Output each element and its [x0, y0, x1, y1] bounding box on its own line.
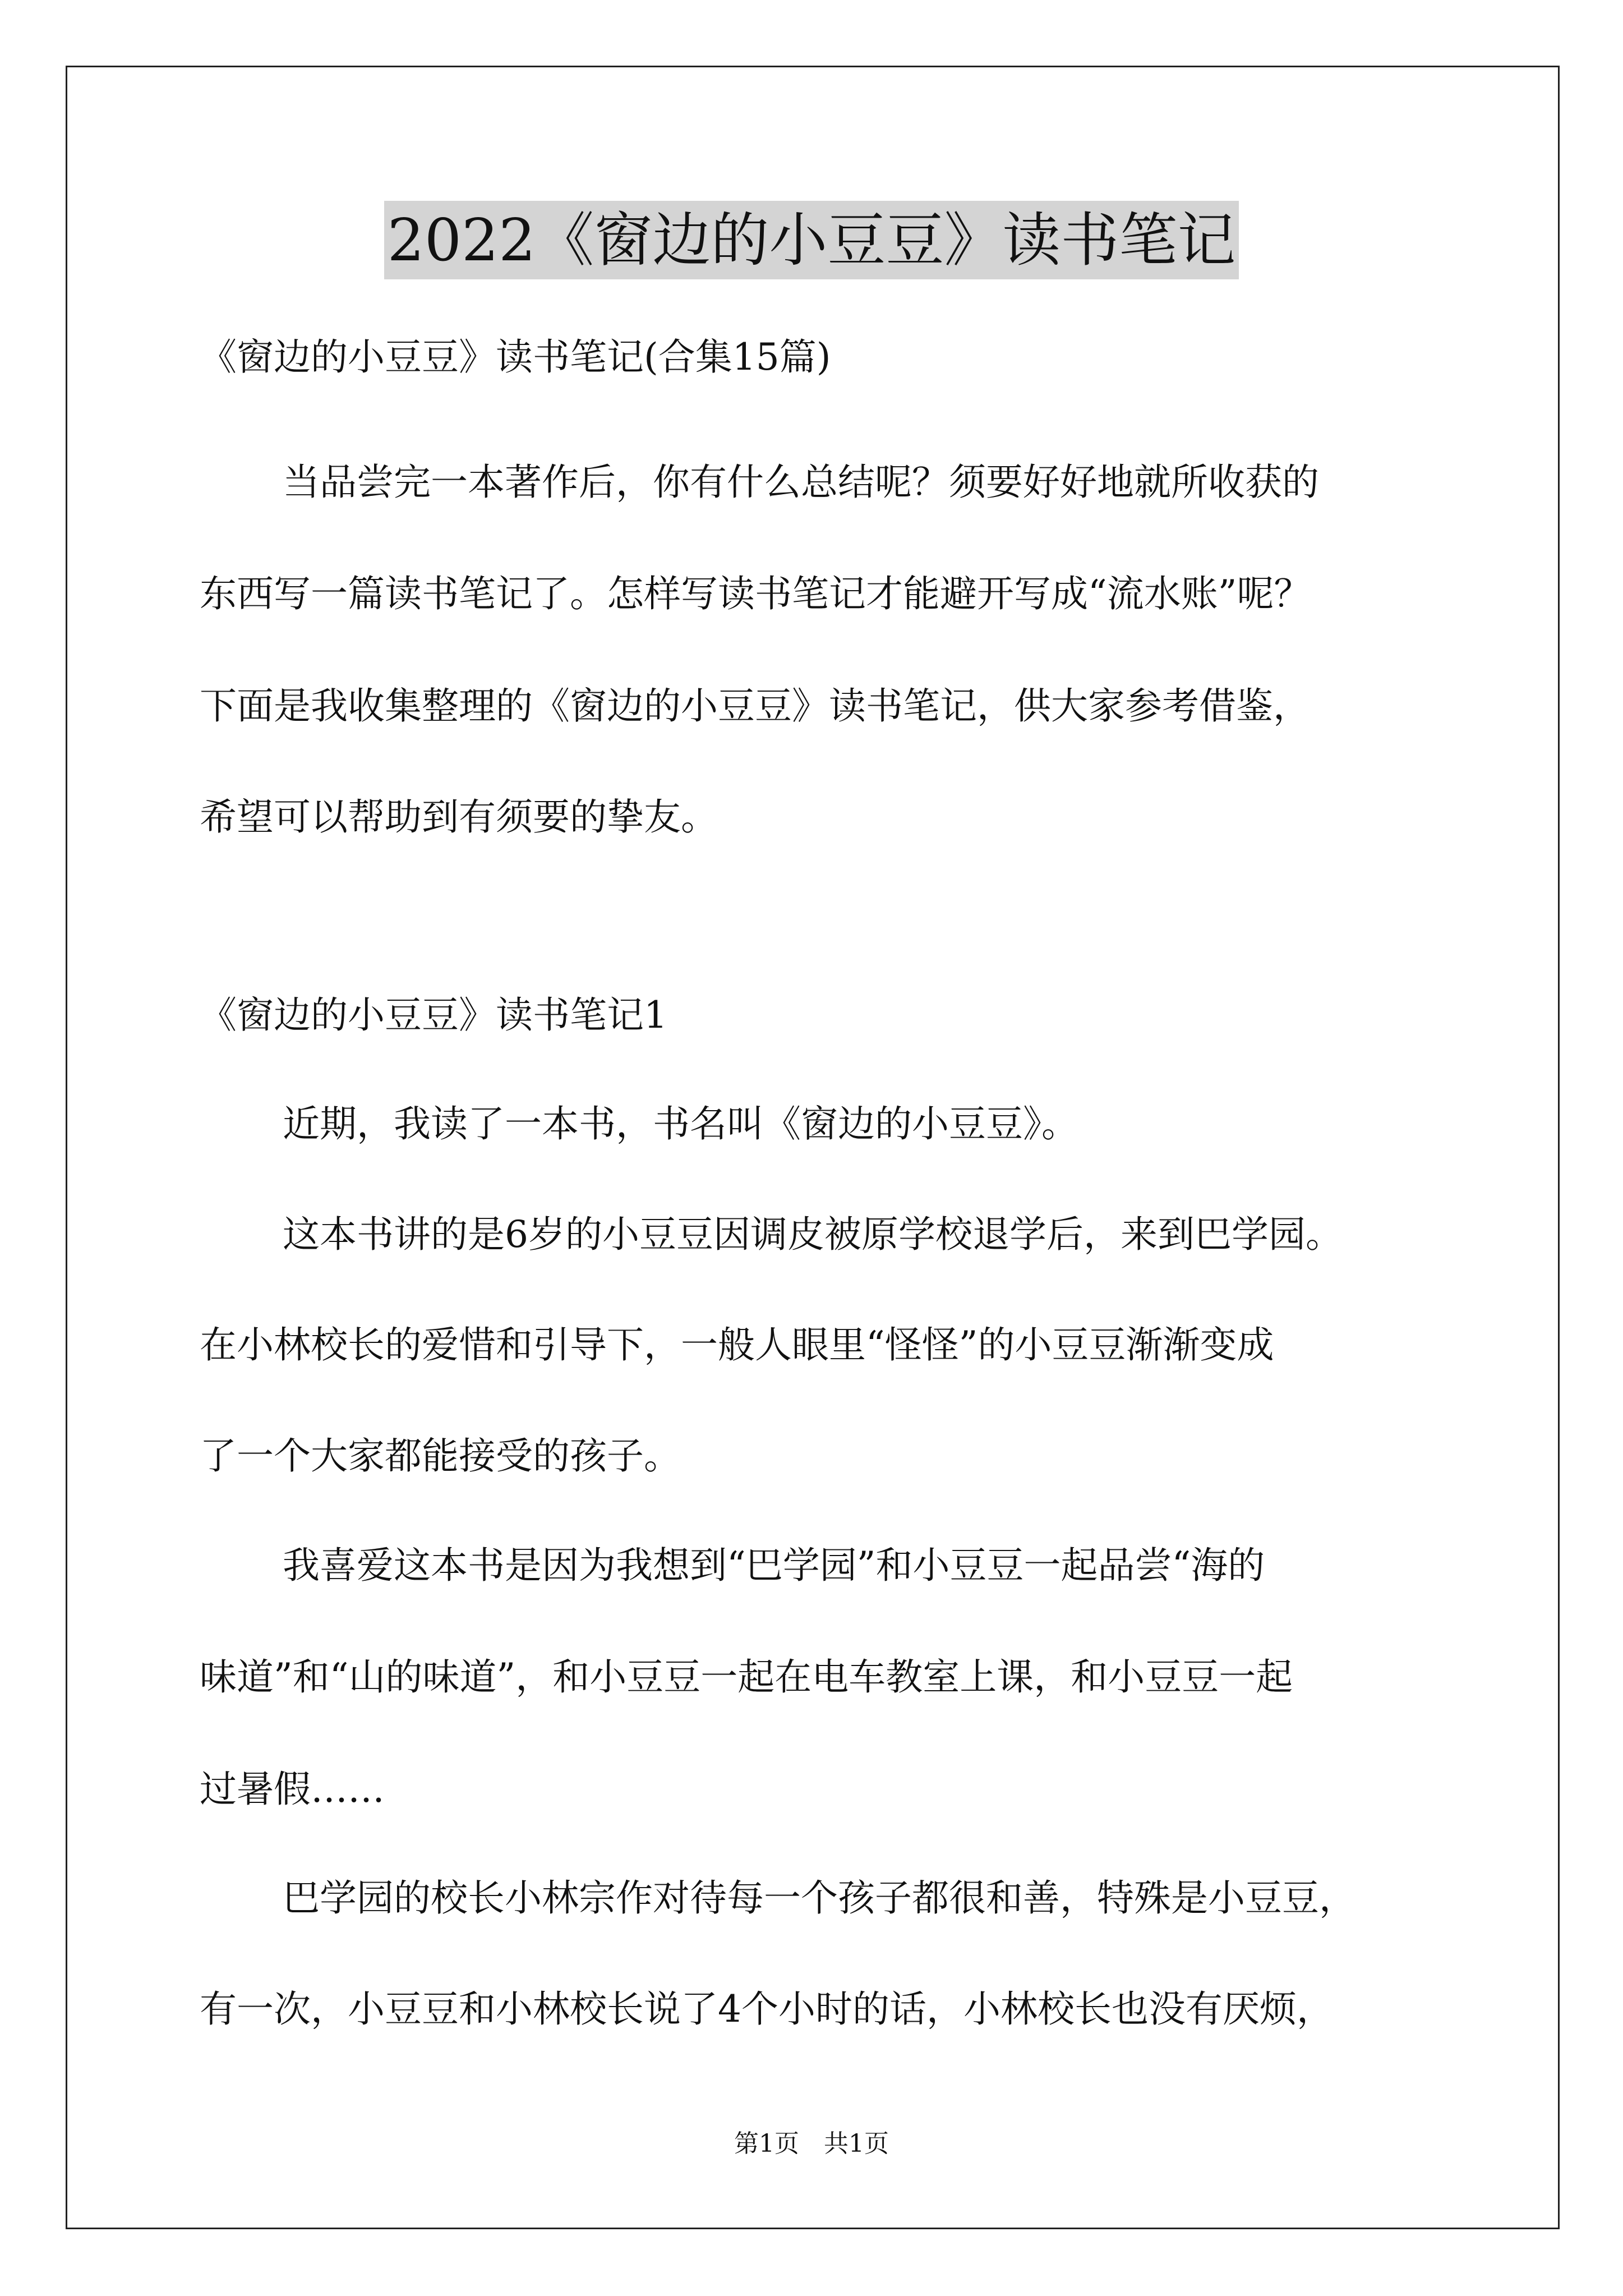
document-title — [0, 201, 1623, 279]
body-line-4: 了一个大家都能接受的孩子。 — [200, 1434, 681, 1478]
intro-line-2: 东西写一篇读书笔记了。怎样写读书笔记才能避开写成“流水账”呢？ — [200, 572, 1311, 615]
intro-line-3: 下面是我收集整理的《窗边的小豆豆》读书笔记，供大家参考借鉴， — [200, 684, 1310, 728]
body-line-8: 巴学园的校长小林宗作对待每一个孩子都很和善，特殊是小豆豆， — [283, 1876, 1356, 1920]
intro-line-4: 希望可以帮助到有须要的挚友。 — [200, 795, 718, 839]
body-line-2: 这本书讲的是6岁的小豆豆因调皮被原学校退学后，来到巴学园。 — [283, 1213, 1343, 1256]
document-title-text: 2022《窗边的小豆豆》读书笔记 — [384, 201, 1239, 279]
section-heading: 《窗边的小豆豆》读书笔记1 — [200, 993, 667, 1037]
body-line-5: 我喜爱这本书是因为我想到“巴学园”和小豆豆一起品尝“海的 — [283, 1544, 1265, 1587]
document-subtitle: 《窗边的小豆豆》读书笔记(合集15篇) — [200, 335, 831, 379]
page-footer: 第1页 共1页 — [734, 2129, 889, 2158]
body-line-6: 味道”和“山的味道”，和小豆豆一起在电车教室上课，和小豆豆一起 — [200, 1655, 1293, 1699]
body-line-1: 近期，我读了一本书，书名叫《窗边的小豆豆》。 — [283, 1102, 1078, 1145]
body-line-7: 过暑假…… — [200, 1768, 385, 1811]
body-line-3: 在小林校长的爱惜和引导下，一般人眼里“怪怪”的小豆豆渐渐变成 — [200, 1323, 1274, 1366]
body-line-9: 有一次，小豆豆和小林校长说了4个小时的话，小林校长也没有厌烦， — [200, 1987, 1334, 2031]
intro-line-1: 当品尝完一本著作后，你有什么总结呢？须要好好地就所收获的 — [283, 461, 1319, 504]
